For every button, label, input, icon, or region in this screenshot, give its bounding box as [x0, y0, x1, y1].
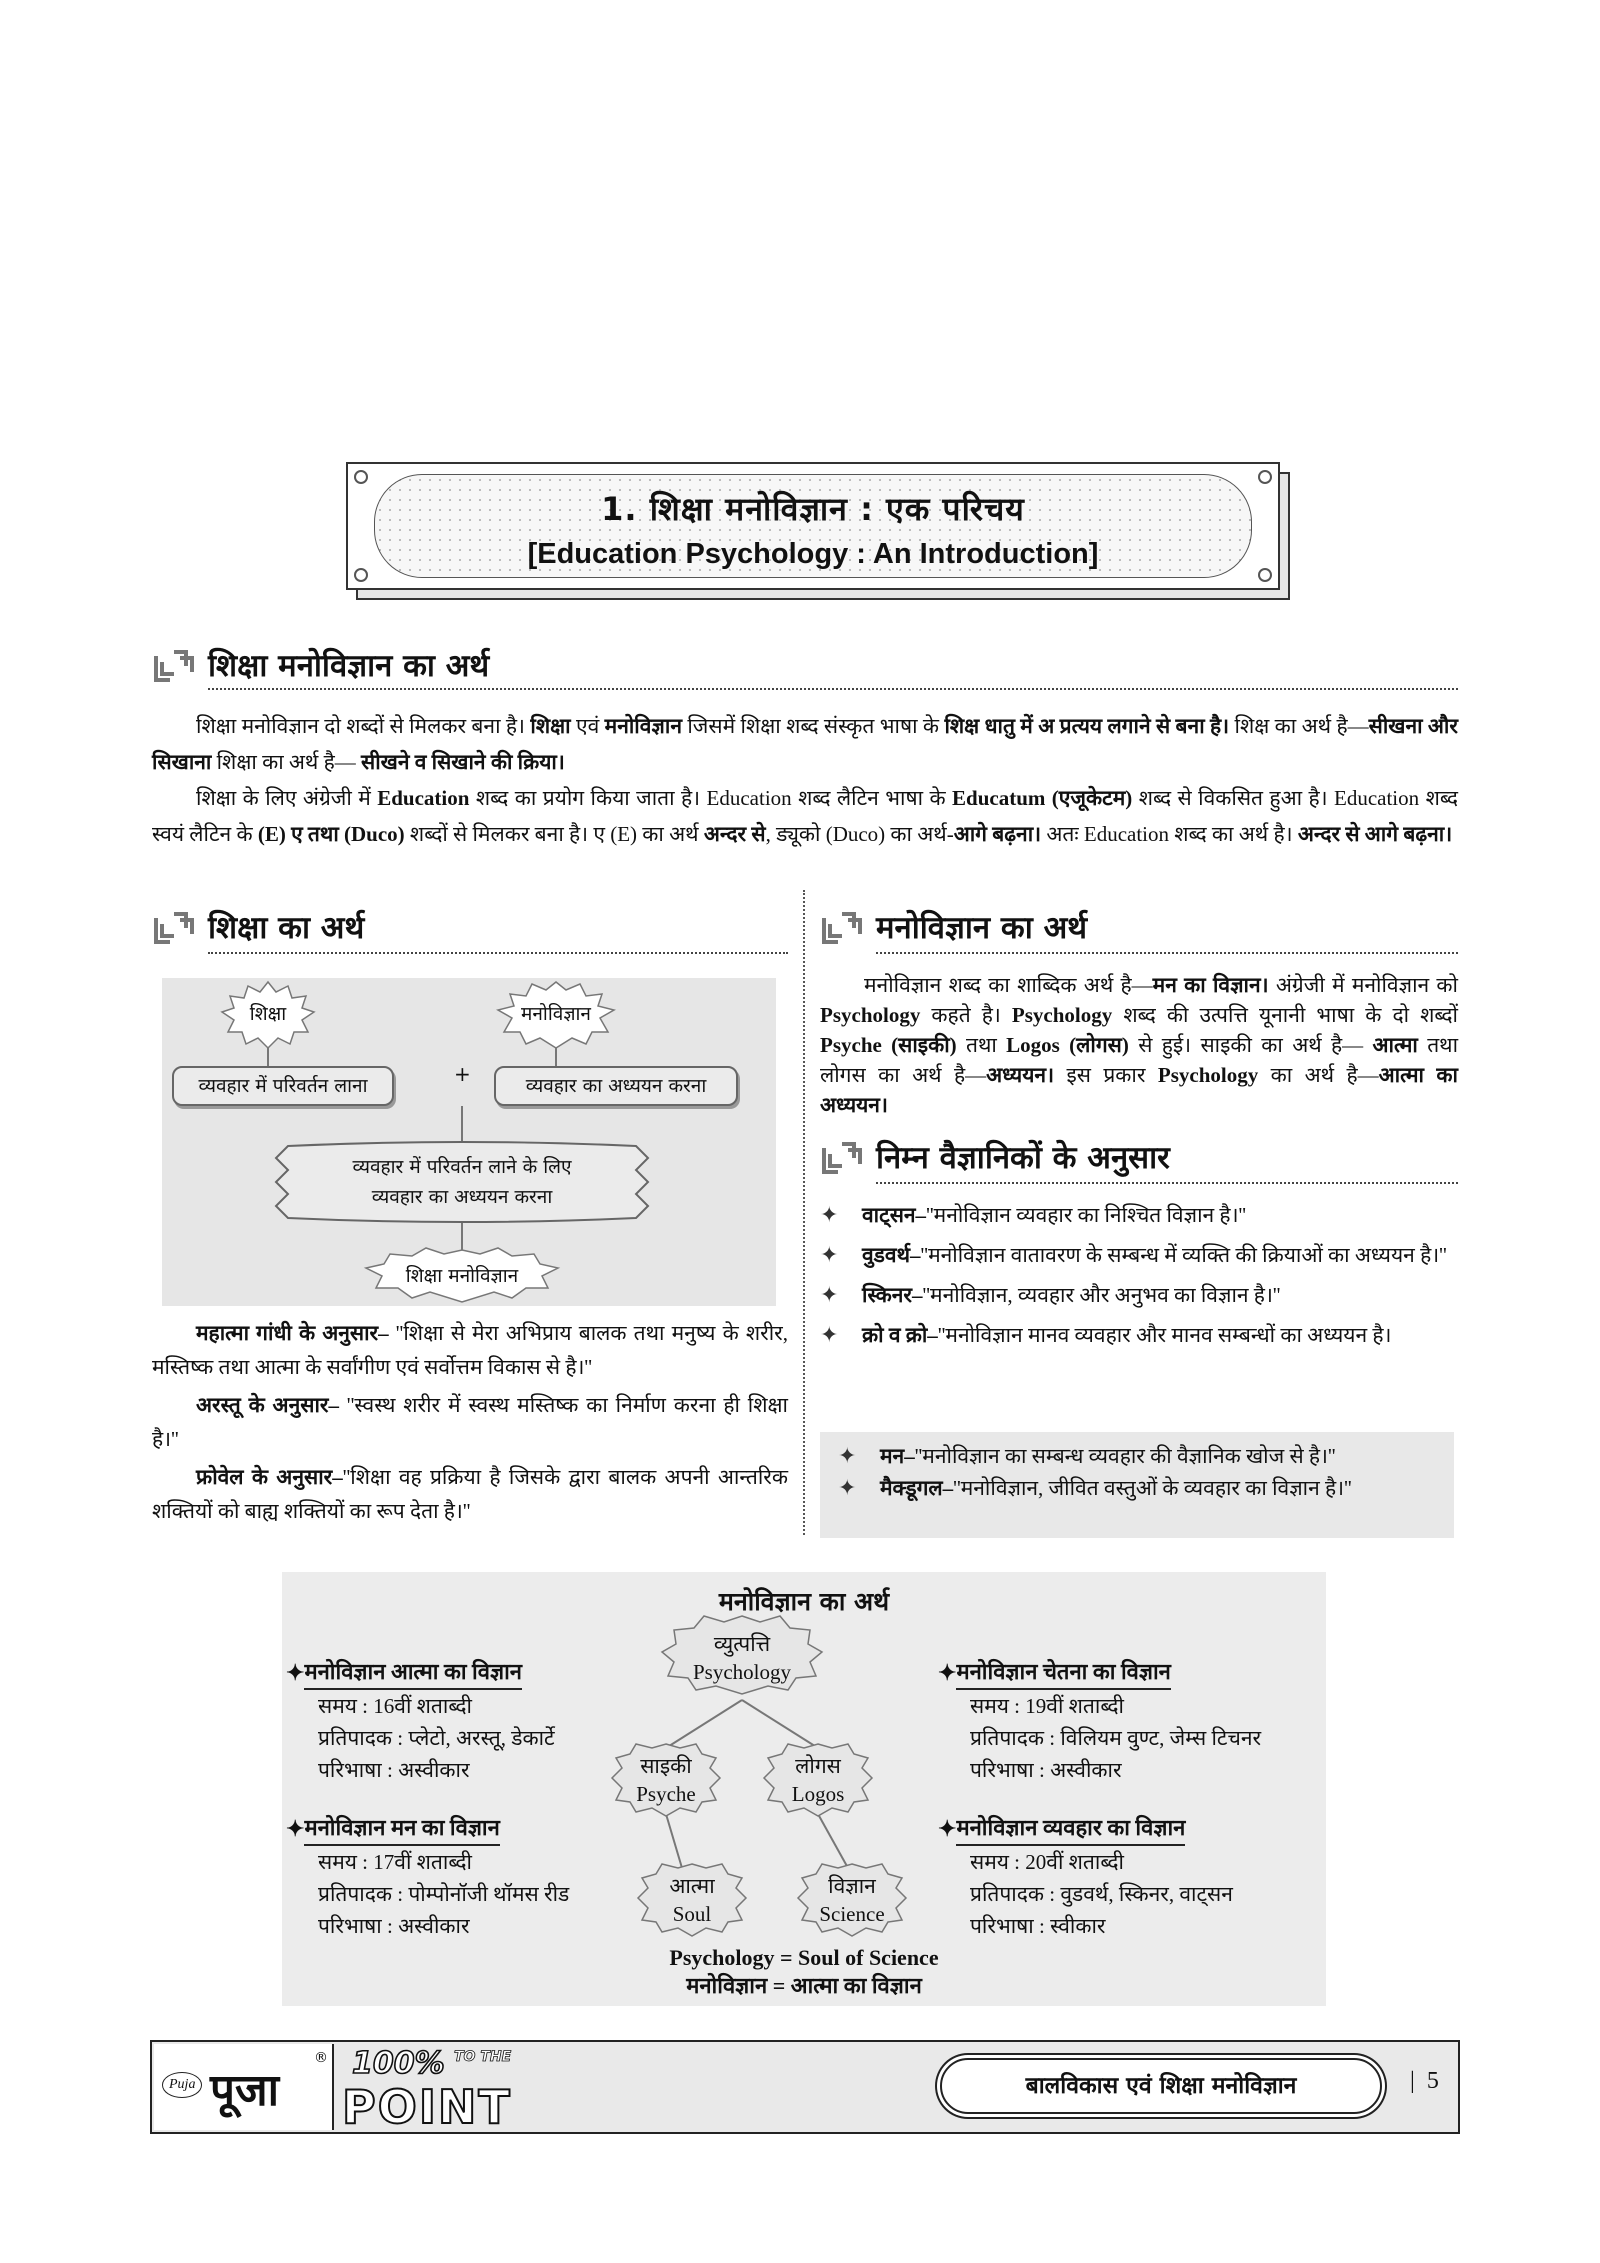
badge-point: POINT: [342, 2080, 512, 2134]
list-item: [820, 1238, 1460, 1272]
heading-rule: [876, 952, 1458, 954]
definition-quote: [152, 1316, 788, 1384]
emphasis-text: सीखने व सिखाने की क्रिया।: [361, 750, 565, 774]
node-label-english: Logos: [791, 1782, 845, 1806]
body-text: तथा लोगस का अर्थ है—: [820, 1033, 1459, 1087]
chapter-title-hindi: 1. शिक्षा मनोविज्ञान : एक परिचय: [601, 490, 1025, 528]
body-text: शिक्षा का अर्थ है—: [211, 750, 362, 774]
block-definition: परिभाषा : अस्वीकार: [970, 1758, 1122, 1782]
block-time: समय : 19वीं शताब्दी: [970, 1694, 1124, 1718]
body-text: अतः Education शब्द का अर्थ है।: [1041, 822, 1298, 846]
diagram-equation-english: Psychology = Soul of Science: [669, 1945, 939, 1970]
body-text: शब्द का प्रयोग किया जाता है। Education शब्द लैटिन भाषा के: [469, 786, 953, 810]
scientist-definition: ''मनोविज्ञान का सम्बन्ध व्यवहार की वैज्ञानिक खोज से है।'': [914, 1444, 1336, 1468]
body-text: एवं: [570, 714, 605, 738]
screw-icon: [1258, 470, 1272, 484]
four-point-star-icon: ✦: [838, 1443, 857, 1468]
emphasis-text: सीखना और सिखाना: [152, 714, 1458, 774]
screw-icon: [354, 470, 368, 484]
badge-100-percent: 100%: [352, 2046, 445, 2081]
block-time: समय : 20वीं शताब्दी: [970, 1850, 1124, 1874]
body-text: शिक्ष का अर्थ है—: [1229, 714, 1369, 738]
scientist-definition: ''मनोविज्ञान मानव व्यवहार और मानव सम्बन्धों का अध्ययन है।: [937, 1323, 1392, 1347]
node-label-hindi: व्युत्पत्ति: [713, 1632, 771, 1656]
body-text: शिक्षा के लिए अंग्रेजी में: [196, 786, 378, 810]
emphasis-text: Psychology: [820, 1003, 921, 1027]
heading-bracket-icon: [152, 648, 196, 684]
combined-box-line: व्यवहार में परिवर्तन लाने के लिए: [352, 1156, 572, 1178]
registered-mark: ®: [314, 2050, 328, 2066]
box-behaviour-study: व्यवहार का अध्ययन करना: [494, 1066, 738, 1106]
block-heading-text: मनोविज्ञान व्यवहार का विज्ञान: [956, 1812, 1185, 1846]
emphasis-text: शिक्ष धातु में अ प्रत्यय लगाने से बना है।: [944, 714, 1230, 738]
chapter-title-box: [346, 462, 1280, 590]
body-text: शब्दों से मिलकर बना है। ए (E) का अर्थ: [404, 822, 704, 846]
block-proponent: प्रतिपादक : विलियम वुण्ट, जेम्स टिचनर: [970, 1726, 1262, 1750]
section-heading-text: शिक्षा का अर्थ: [208, 910, 365, 946]
education-definitions: [152, 1316, 788, 1532]
definition-quote: [152, 1388, 788, 1456]
emphasis-text: अध्ययन।: [986, 1063, 1055, 1087]
block-heading-text: मनोविज्ञान आत्मा का विज्ञान: [304, 1656, 522, 1690]
section-heading-scientists: [820, 1140, 1170, 1176]
screw-icon: [354, 568, 368, 582]
quote-author: महात्मा गांधी के अनुसार–: [196, 1321, 389, 1345]
scientist-name: मन–: [880, 1444, 915, 1468]
heading-rule: [208, 688, 1458, 690]
body-text: अंग्रेजी में मनोविज्ञान को: [1268, 973, 1458, 997]
scientist-definition: ''मनोविज्ञान, व्यवहार और अनुभव का विज्ञान है।'': [922, 1283, 1281, 1307]
body-text: तथा: [956, 1033, 1007, 1057]
emphasis-text: आत्मा का अध्ययन।: [820, 1063, 1458, 1117]
scientist-definitions-list: [820, 1198, 1460, 1358]
four-point-star-icon: ✦: [820, 1282, 839, 1307]
node-label-hindi: विज्ञान: [828, 1874, 876, 1898]
four-point-star-icon: ✦: [938, 1816, 957, 1841]
block-consciousness-science: [938, 1656, 1322, 1786]
chapter-title-english: [Education Psychology : An Introduction]: [527, 538, 1099, 570]
box-behaviour-change: व्यवहार में परिवर्तन लाना: [172, 1066, 394, 1106]
four-point-star-icon: ✦: [286, 1816, 305, 1841]
burst-label-psychology: मनोविज्ञान: [521, 1003, 591, 1025]
page-footer: [150, 2040, 1460, 2134]
scientist-name: स्किनर–: [862, 1283, 923, 1307]
emphasis-text: Psyche (साइकी): [820, 1033, 957, 1057]
node-psychology: [672, 1630, 812, 1686]
block-heading: [938, 1656, 1322, 1690]
title-panel: [374, 474, 1252, 578]
psychology-meaning-diagram: [282, 1572, 1326, 2006]
list-item: [838, 1440, 1436, 1472]
screw-icon: [1258, 568, 1272, 582]
node-label-hindi: आत्मा: [669, 1874, 715, 1898]
block-proponent: प्रतिपादक : प्लेटो, अरस्तू, डेकार्टे: [318, 1726, 555, 1750]
block-heading: [938, 1812, 1322, 1846]
four-point-star-icon: ✦: [820, 1202, 839, 1227]
body-text: का अर्थ है—: [1258, 1063, 1379, 1087]
body-text: जिसमें शिक्षा शब्द संस्कृत भाषा के: [681, 714, 945, 738]
list-item: [820, 1198, 1460, 1232]
paragraph-psychology-meaning: [820, 970, 1458, 1120]
scientist-definition: ''मनोविज्ञान वातावरण के सम्बन्ध में व्यक्ति की क्रियाओं का अध्ययन है।'': [920, 1243, 1447, 1267]
block-definition: परिभाषा : स्वीकार: [970, 1914, 1106, 1938]
four-point-star-icon: ✦: [820, 1242, 839, 1267]
node-label-hindi: साइकी: [640, 1754, 692, 1778]
badge-to-the: TO THE: [454, 2049, 512, 2065]
block-definition: परिभाषा : अस्वीकार: [318, 1914, 470, 1938]
four-point-star-icon: ✦: [938, 1660, 957, 1685]
emphasis-text: आगे बढ़ना।: [953, 822, 1042, 846]
quote-text: ''शिक्षा से मेरा अभिप्राय बालक तथा मनुष्य के शरीर, मस्तिष्क तथा आत्मा के सर्वांगीण एवं सर्वोत्तम विकास से है।'': [152, 1321, 789, 1379]
subject-label: बालविकास एवं शिक्षा मनोविज्ञान: [940, 2058, 1382, 2114]
section-heading-education-psychology-meaning: [152, 648, 489, 684]
body-text: शब्द की उत्पत्ति यूनानी भाषा के दो शब्दों: [1112, 1003, 1458, 1027]
block-heading: [286, 1812, 636, 1846]
paragraph-education-psychology-origin: [152, 708, 1458, 780]
quote-text: ''शिक्षा वह प्रक्रिया है जिसके द्वारा बालक अपनी आन्तरिक शक्तियों को बाह्य शक्तियों का रूप देता है।'': [152, 1465, 788, 1523]
body-text: , ड्यूको (Duco) का अर्थ-: [765, 822, 954, 846]
emphasis-text: Logos (लोगस): [1006, 1033, 1129, 1057]
four-point-star-icon: ✦: [838, 1475, 857, 1500]
heading-bracket-icon: [152, 910, 196, 946]
logo-small-text: Puja: [162, 2072, 202, 2098]
block-time: समय : 17वीं शताब्दी: [318, 1850, 472, 1874]
boxed-definitions: [820, 1432, 1454, 1538]
section-heading-text: निम्न वैज्ञानिकों के अनुसार: [876, 1140, 1170, 1176]
node-label-english: Psyche: [636, 1782, 696, 1806]
node-label-hindi: लोगस: [795, 1754, 841, 1778]
scientist-name: वुडवर्थ–: [862, 1243, 921, 1267]
paragraph-education-etymology: [152, 780, 1458, 852]
node-science: [802, 1872, 902, 1928]
scientist-name: वाट्सन–: [862, 1203, 927, 1227]
list-item: [820, 1318, 1460, 1352]
column-divider: [803, 890, 805, 1535]
block-time: समय : 16वीं शताब्दी: [318, 1694, 472, 1718]
logo-hindi-text: पूजा: [210, 2065, 280, 2116]
emphasis-text: Psychology: [1011, 1003, 1113, 1027]
section-heading-text: मनोविज्ञान का अर्थ: [876, 910, 1088, 946]
education-concept-diagram: [162, 978, 776, 1306]
block-definition: परिभाषा : अस्वीकार: [318, 1758, 470, 1782]
node-label-english: Science: [819, 1902, 885, 1926]
page-number-value: 5: [1426, 2068, 1439, 2094]
node-logos: [768, 1752, 868, 1808]
list-item: [820, 1278, 1460, 1312]
section-heading-education-meaning: [152, 910, 364, 946]
block-soul-science: [286, 1656, 626, 1786]
block-proponent: प्रतिपादक : वुडवर्थ, स्किनर, वाट्सन: [970, 1882, 1233, 1906]
diagram-title: मनोविज्ञान का अर्थ: [718, 1587, 890, 1616]
plus-sign: +: [454, 1062, 471, 1086]
emphasis-text: मनोविज्ञान: [604, 714, 682, 738]
quote-author: अरस्तू के अनुसार–: [196, 1393, 339, 1417]
body-text: कहते है।: [920, 1003, 1012, 1027]
combined-box-line: व्यवहार का अध्ययन करना: [371, 1186, 553, 1208]
scientist-definition: ''मनोविज्ञान व्यवहार का निश्चित विज्ञान है।'': [926, 1203, 1247, 1227]
burst-label-education: शिक्षा: [249, 1003, 287, 1025]
diagram-connectors: [162, 978, 776, 1306]
block-heading-text: मनोविज्ञान मन का विज्ञान: [304, 1812, 499, 1846]
emphasis-text: अन्दर से: [703, 822, 766, 846]
scientist-name: मैक्डूगल–: [880, 1476, 954, 1500]
emphasis-text: अन्दर से आगे बढ़ना।: [1297, 822, 1453, 846]
quote-text: ''स्वस्थ शरीर में स्वस्थ मस्तिष्क का निर्माण करना ही शिक्षा है।'': [152, 1393, 789, 1451]
emphasis-text: Educatum (एजूकेटम): [952, 786, 1133, 810]
emphasis-text: आत्मा: [1372, 1033, 1418, 1057]
emphasis-text: मन का विज्ञान।: [1152, 973, 1269, 997]
section-heading-psychology-meaning: [820, 910, 1087, 946]
section-heading-text: शिक्षा मनोविज्ञान का अर्थ: [208, 648, 490, 684]
page-number: [1410, 2068, 1439, 2095]
heading-rule: [876, 1182, 1458, 1184]
scientist-definition: ''मनोविज्ञान, जीवित वस्तुओं के व्यवहार का विज्ञान है।'': [953, 1476, 1352, 1500]
combined-box-text: [288, 1152, 636, 1212]
publisher-logo: [154, 2044, 334, 2130]
block-heading: [286, 1656, 626, 1690]
block-mind-science: [286, 1812, 636, 1942]
definition-quote: [152, 1460, 788, 1528]
burst-label-education-psychology: शिक्षा मनोविज्ञान: [405, 1265, 519, 1287]
node-psyche: [616, 1752, 716, 1808]
four-point-star-icon: ✦: [286, 1660, 305, 1685]
body-text: से हुई। साइकी का अर्थ है—: [1128, 1033, 1373, 1057]
heading-rule: [208, 952, 788, 954]
node-label-english: Psychology: [692, 1660, 791, 1684]
scientist-name: क्रो व क्रो–: [862, 1323, 938, 1347]
quote-author: फ्रोवेल के अनुसार–: [196, 1465, 343, 1489]
emphasis-text: (E) ए तथा (Duco): [257, 822, 405, 846]
block-behaviour-science: [938, 1812, 1322, 1942]
node-label-english: Soul: [672, 1902, 712, 1926]
body-text: मनोविज्ञान शब्द का शाब्दिक अर्थ है—: [864, 973, 1153, 997]
heading-bracket-icon: [820, 1140, 864, 1176]
heading-bracket-icon: [820, 910, 864, 946]
emphasis-text: Psychology: [1157, 1063, 1259, 1087]
list-item: [838, 1472, 1436, 1504]
four-point-star-icon: ✦: [820, 1322, 839, 1347]
page-separator: |: [1410, 2068, 1415, 2094]
block-heading-text: मनोविज्ञान चेतना का विज्ञान: [956, 1656, 1170, 1690]
body-text: शब्द से विकसित हुआ है। Education शब्द स्वयं लैटिन के: [152, 786, 1458, 846]
emphasis-text: Education: [377, 786, 470, 810]
diagram-equation-hindi: मनोविज्ञान = आत्मा का विज्ञान: [686, 1973, 922, 1998]
body-text: शिक्षा मनोविज्ञान दो शब्दों से मिलकर बना है।: [196, 714, 531, 738]
title-frame: [346, 462, 1280, 590]
block-proponent: प्रतिपादक : पोम्पोनॉजी थॉमस रीड: [318, 1882, 570, 1906]
emphasis-text: शिक्षा: [530, 714, 571, 738]
body-text: इस प्रकार: [1054, 1063, 1158, 1087]
node-soul: [642, 1872, 742, 1928]
